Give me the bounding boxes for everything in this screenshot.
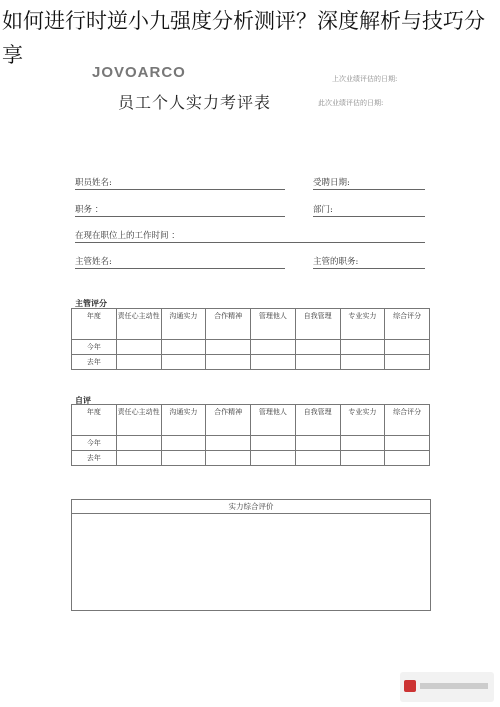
score-cell[interactable] [251, 340, 296, 355]
score-cell[interactable] [161, 451, 206, 466]
score-cell[interactable] [295, 355, 340, 370]
score-cell[interactable] [161, 340, 206, 355]
score-cell[interactable] [295, 451, 340, 466]
score-cell[interactable] [385, 355, 430, 370]
score-cell[interactable] [116, 451, 161, 466]
hire-date-field [313, 178, 425, 190]
header-cell: 专业实力 [340, 309, 385, 340]
score-cell[interactable] [251, 436, 296, 451]
score-cell[interactable] [116, 340, 161, 355]
row-label: 去年 [72, 451, 117, 466]
score-cell[interactable] [116, 436, 161, 451]
score-cell[interactable] [206, 451, 251, 466]
company-logo: JOVOARCO [92, 64, 186, 81]
supervisor-position-field [313, 257, 425, 269]
score-cell[interactable] [295, 340, 340, 355]
header-cell: 综合评分 [385, 405, 430, 436]
score-cell[interactable] [161, 355, 206, 370]
supervisor-name-label: 主管姓名: [75, 257, 112, 267]
employee-name-field [75, 178, 285, 190]
article-headline: 如何进行时逆小九强度分析测评？深度解析与技巧分享 [2, 9, 485, 67]
form-title: 员工个人实力考评表 [118, 93, 272, 112]
score-cell[interactable] [340, 340, 385, 355]
this-eval-date-label: 此次业绩评估的日期: [318, 99, 384, 107]
score-cell[interactable] [206, 436, 251, 451]
self-score-heading: 自评 [75, 396, 91, 405]
header-cell: 责任心主动性 [116, 405, 161, 436]
row-label: 今年 [72, 340, 117, 355]
header-cell: 综合评分 [385, 309, 430, 340]
score-cell[interactable] [385, 340, 430, 355]
score-cell[interactable] [251, 355, 296, 370]
header-cell: 年度 [72, 405, 117, 436]
supervisor-score-heading: 主管评分 [75, 299, 107, 308]
table-row [72, 436, 430, 451]
header-cell: 年度 [72, 309, 117, 340]
supervisor-score-table [71, 308, 430, 370]
tenure-field [75, 231, 425, 243]
table-row [72, 451, 430, 466]
score-cell[interactable] [251, 451, 296, 466]
header-cell: 管理他人 [251, 405, 296, 436]
overall-evaluation-box [71, 499, 431, 611]
site-logo-icon [404, 680, 416, 692]
table-header-row [72, 405, 430, 436]
header-cell: 专业实力 [340, 405, 385, 436]
score-cell[interactable] [340, 451, 385, 466]
score-cell[interactable] [116, 355, 161, 370]
employee-name-label: 职员姓名: [75, 178, 112, 188]
row-label: 去年 [72, 355, 117, 370]
score-cell[interactable] [161, 436, 206, 451]
header-cell: 自我管理 [295, 309, 340, 340]
department-label: 部门: [313, 205, 333, 215]
header-cell: 合作精神 [206, 309, 251, 340]
header-cell: 沟通实力 [161, 405, 206, 436]
score-cell[interactable] [295, 436, 340, 451]
score-cell[interactable] [385, 451, 430, 466]
department-field [313, 205, 425, 217]
header-cell: 沟通实力 [161, 309, 206, 340]
tenure-label: 在现在职位上的工作时间 ： [75, 231, 180, 241]
position-field [75, 205, 285, 217]
header-cell: 责任心主动性 [116, 309, 161, 340]
table-header-row [72, 309, 430, 340]
overall-evaluation-title: 实力综合评价 [72, 500, 430, 514]
score-cell[interactable] [206, 355, 251, 370]
watermark-text-placeholder [420, 683, 488, 689]
supervisor-name-field [75, 257, 285, 269]
table-row [72, 340, 430, 355]
score-cell[interactable] [340, 355, 385, 370]
overall-evaluation-area[interactable] [72, 514, 430, 610]
site-watermark [400, 672, 494, 702]
hire-date-label: 受聘日期: [313, 178, 350, 188]
header-cell: 管理他人 [251, 309, 296, 340]
row-label: 今年 [72, 436, 117, 451]
supervisor-position-label: 主管的职务: [313, 257, 359, 267]
header-cell: 合作精神 [206, 405, 251, 436]
last-eval-date-label: 上次业绩评估的日期: [332, 75, 398, 83]
score-cell[interactable] [206, 340, 251, 355]
header-cell: 自我管理 [295, 405, 340, 436]
self-score-table [71, 404, 430, 466]
table-row [72, 355, 430, 370]
score-cell[interactable] [385, 436, 430, 451]
score-cell[interactable] [340, 436, 385, 451]
position-label: 职务 ： [75, 205, 104, 215]
